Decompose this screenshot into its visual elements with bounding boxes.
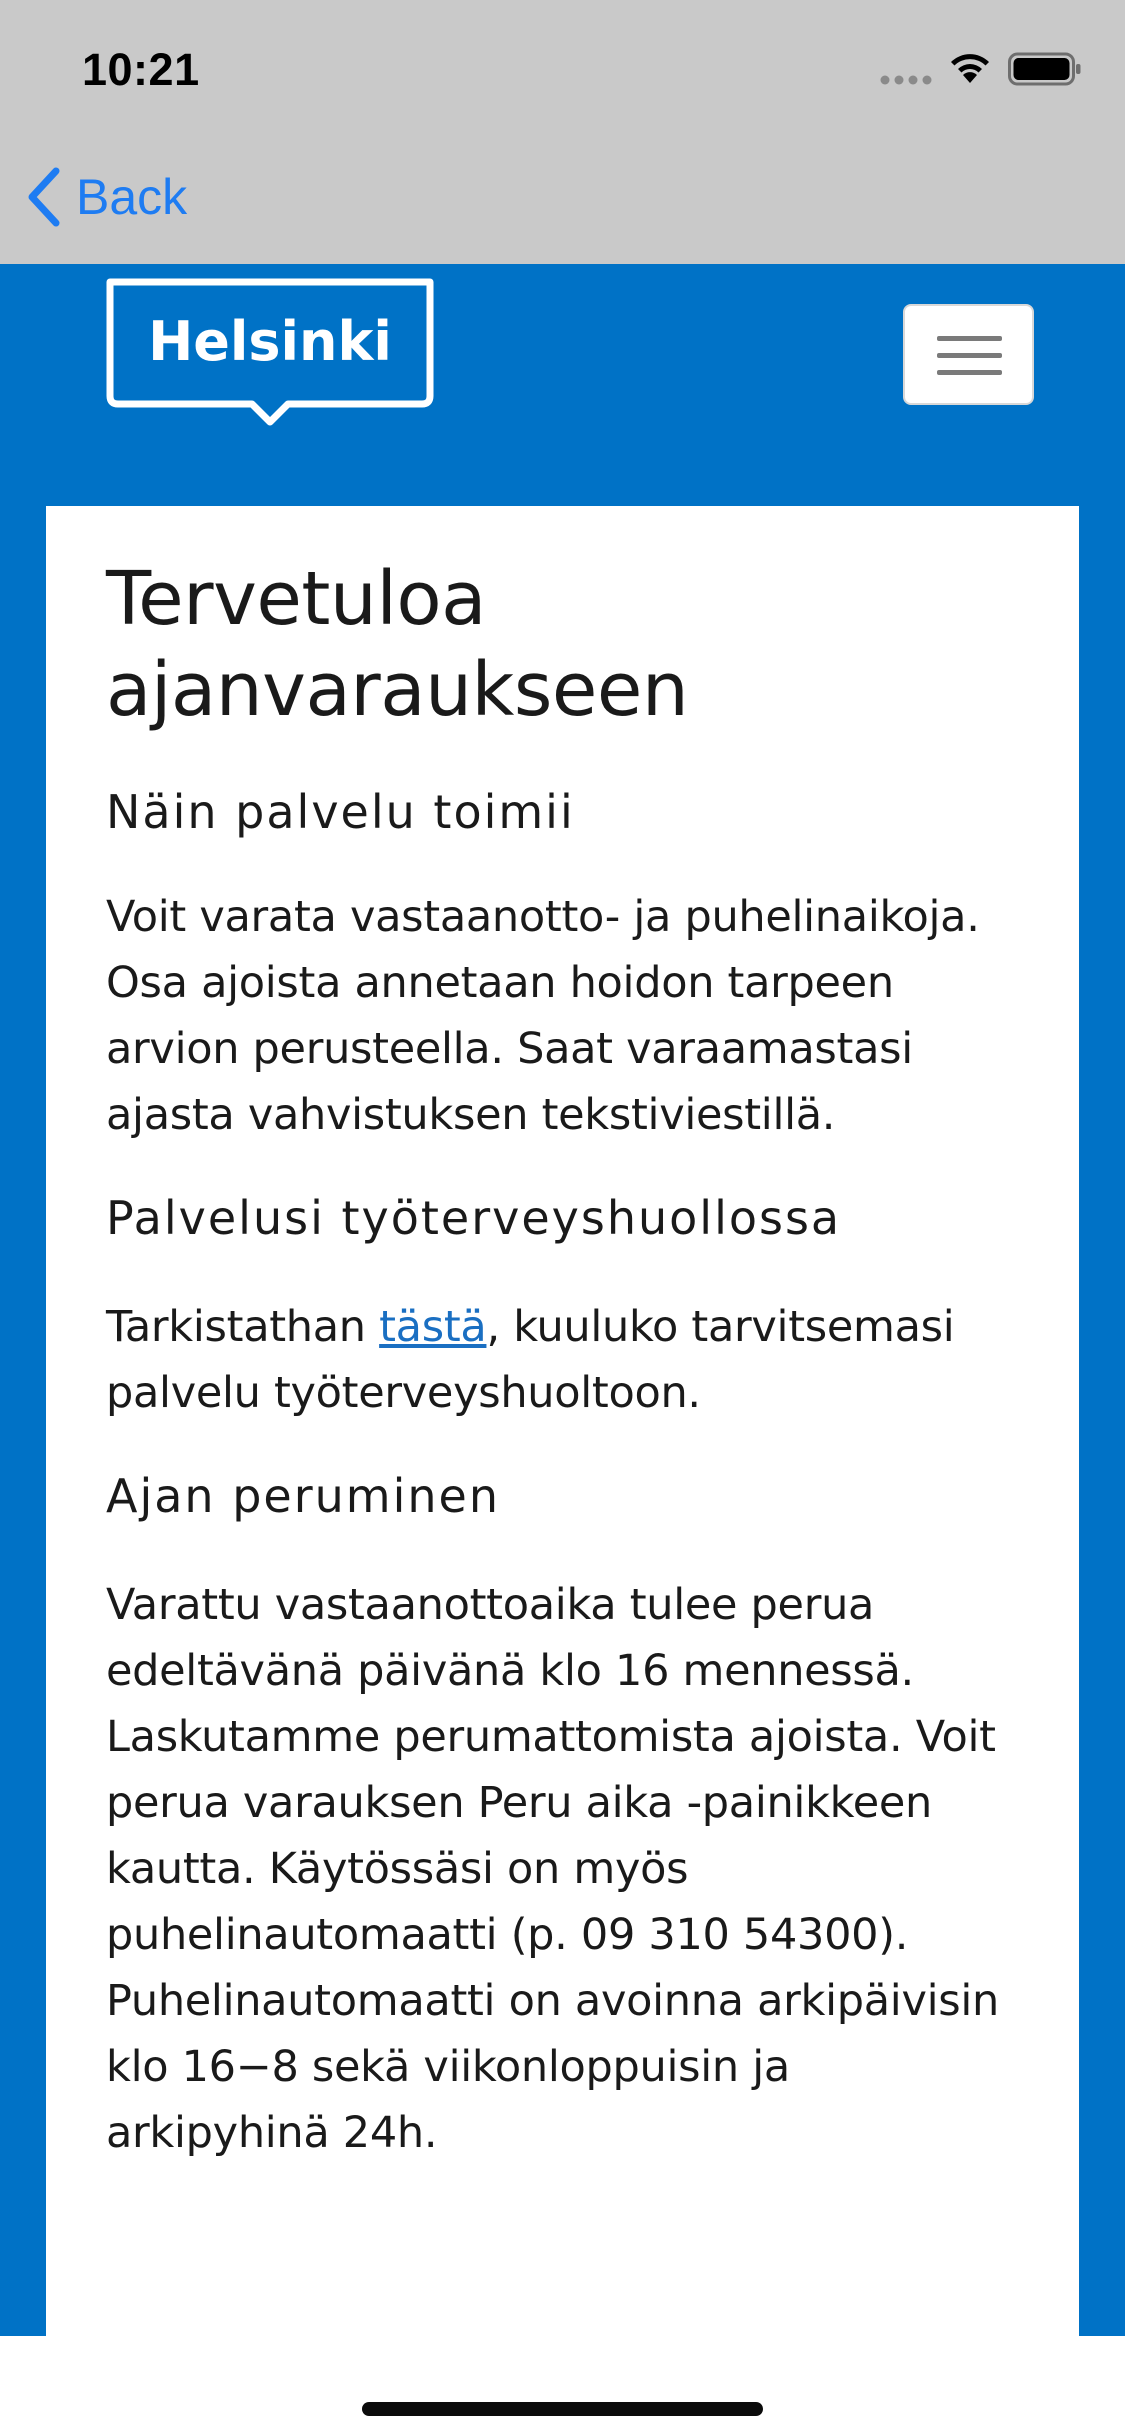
menu-button[interactable] (903, 304, 1034, 405)
section-heading-cancellation: Ajan peruminen (106, 1469, 500, 1523)
section-heading-occupational-health: Palvelusi työterveyshuollossa (106, 1191, 842, 1245)
back-label: Back (76, 169, 188, 225)
section-heading-how-it-works: Näin palvelu toimii (106, 785, 575, 839)
back-button[interactable] (24, 162, 187, 232)
content-card (46, 506, 1079, 2336)
home-indicator-area (0, 2336, 1125, 2436)
status-time: 10:21 (82, 44, 200, 95)
page-background-left (0, 506, 46, 2336)
home-indicator[interactable] (362, 2402, 763, 2416)
section-text-how-it-works: Voit varata vastaanotto- ja puhelinaikoja. Osa ajoista annetaan hoidon tarpeen arvion perusteella. Saat varaamastasi ajasta vahvistuksen tekstiviestillä. (106, 892, 980, 1140)
battery-icon (1008, 52, 1082, 86)
status-bar (0, 0, 1125, 132)
page-background-right (1079, 506, 1125, 2336)
helsinki-logo[interactable] (106, 278, 434, 430)
check-here-link[interactable]: tästä (379, 1302, 487, 1352)
chevron-left-icon (24, 165, 64, 229)
site-header (0, 264, 1125, 506)
section-text-cancellation: Varattu vastaanottoaika tulee perua edeltävänä päivänä klo 16 mennessä. Laskutamme perumattomista ajoista. Voit perua varauksen Peru aika -painikkeen kautta. Käytössäsi on myös puhelinautomaatti (p. 09 310 54300). Puhelinautomaatti on avoinna arkipäivisin klo 16−8 sekä viikonloppuisin ja arkipyhinä 24h. (106, 1580, 999, 2158)
section-text-occupational-health: Tarkistathan tästä, kuuluko tarvitsemasi palvelu työterveyshuoltoon. (106, 1302, 955, 1418)
navigation-bar (0, 132, 1125, 264)
wifi-icon (948, 50, 992, 84)
page-title: Tervetuloa ajanvaraukseen (106, 556, 689, 733)
svg-text:Helsinki: Helsinki (148, 310, 392, 373)
cellular-signal-icon (880, 74, 934, 86)
